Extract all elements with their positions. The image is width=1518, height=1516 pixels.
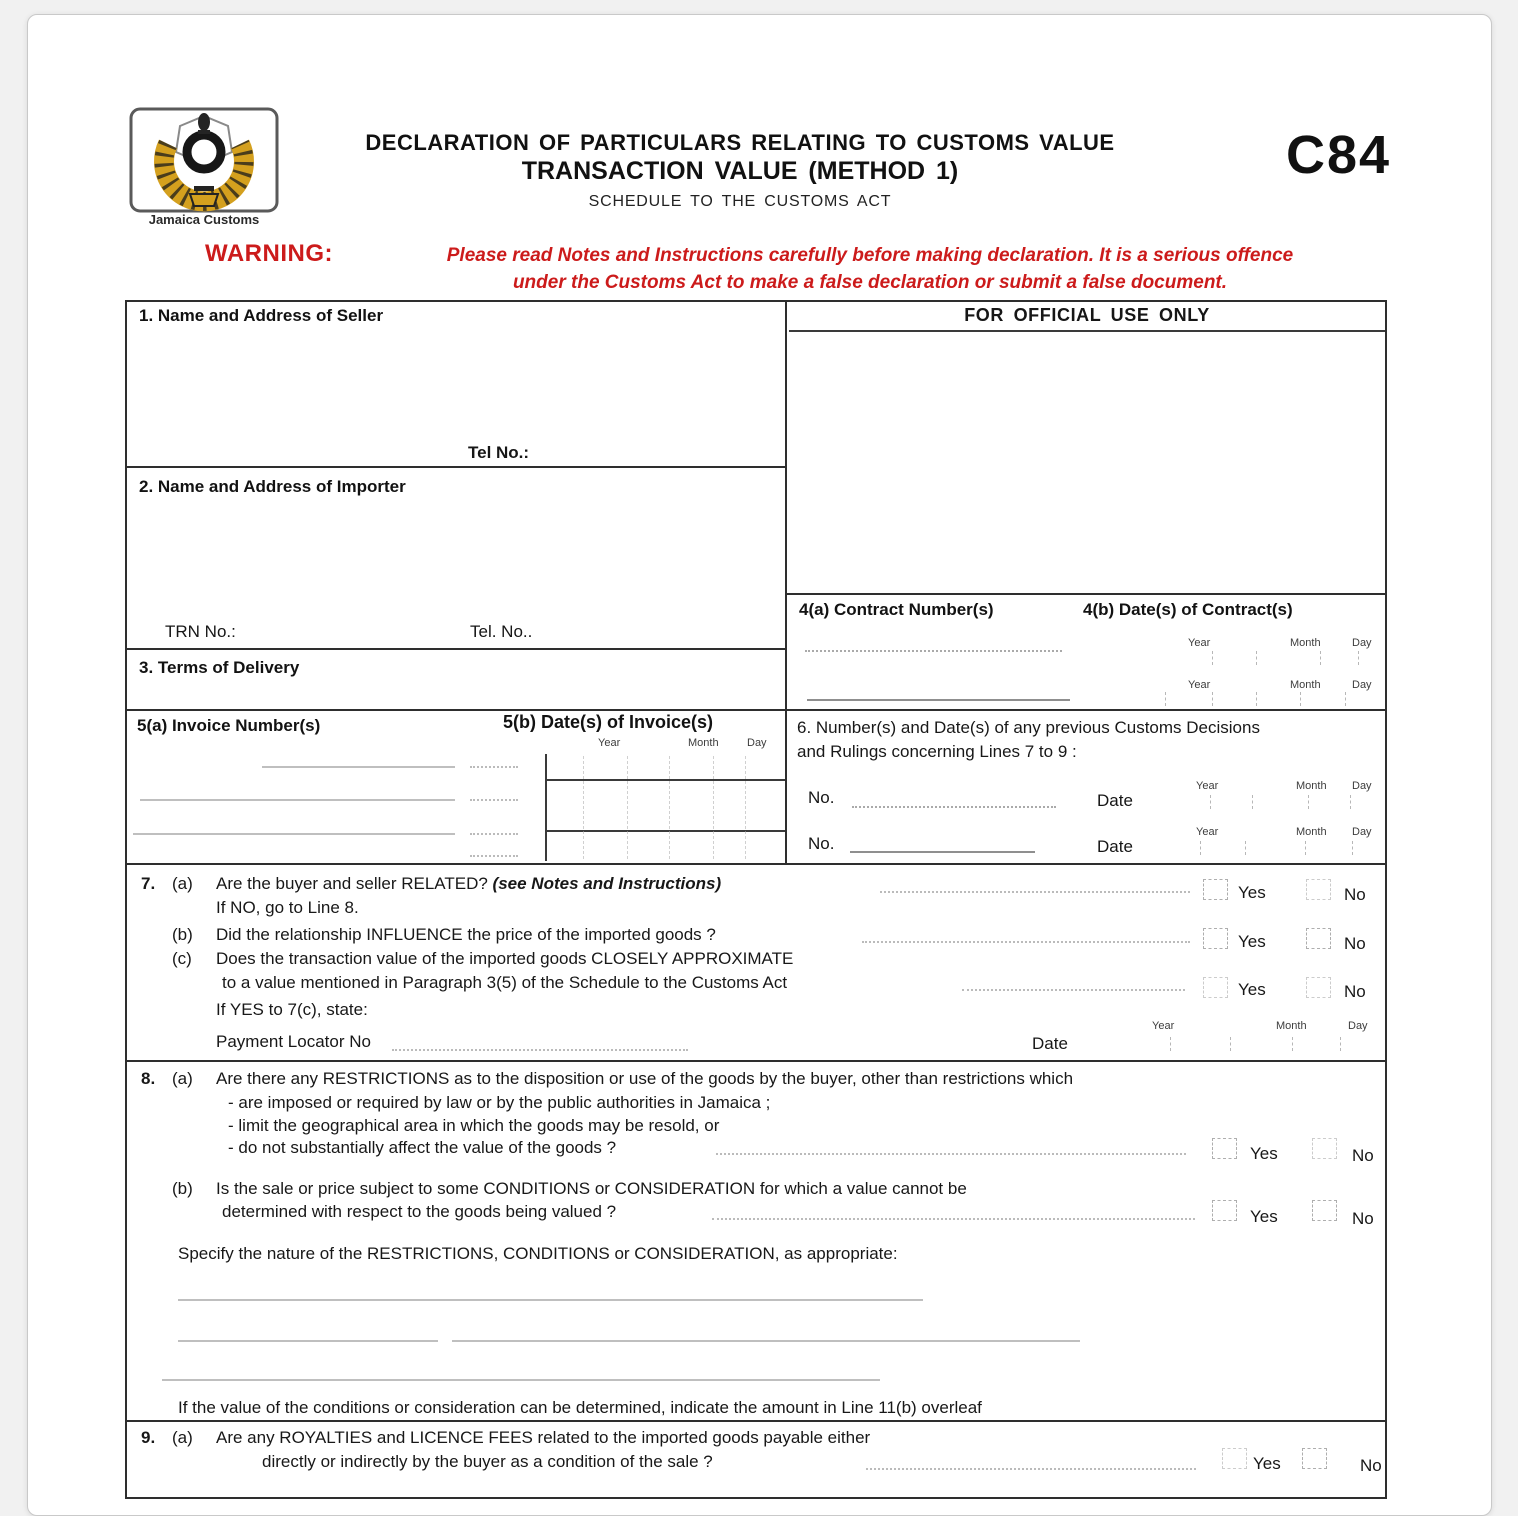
date-tick xyxy=(1305,841,1306,855)
field-7b-question: Did the relationship INFLUENCE the price of the imported goods ? xyxy=(216,925,716,944)
dotted-leader xyxy=(470,855,518,857)
date-column-rule xyxy=(713,756,714,859)
date-column-rule xyxy=(745,756,746,859)
year-label: Year xyxy=(1152,1020,1175,1032)
field-9-number: 9. xyxy=(141,1428,156,1447)
date-tick xyxy=(1210,795,1211,809)
day-label: Day xyxy=(747,737,767,749)
field-8-number: 8. xyxy=(141,1069,156,1088)
date-tick xyxy=(1256,651,1257,665)
date-tick xyxy=(1350,795,1351,809)
month-label: Month xyxy=(1290,637,1321,649)
warning-line2: under the Customs Act to make a false declaration or submit a false document. xyxy=(512,272,1228,293)
yes-checkbox xyxy=(1203,977,1228,998)
write-line xyxy=(178,1340,438,1342)
field-8-specify-label: Specify the nature of the RESTRICTIONS, CONDITIONS or CONSIDERATION, as appropriate: xyxy=(178,1244,898,1263)
date-tick xyxy=(1170,1037,1171,1051)
no-label: No xyxy=(1344,885,1366,904)
decision-date-label: Date xyxy=(1097,837,1133,856)
date-tick xyxy=(1252,795,1253,809)
yes-label: Yes xyxy=(1238,883,1266,902)
year-label: Year xyxy=(1196,826,1219,838)
field-4b-label: 4(b) Date(s) of Contract(s) xyxy=(1083,600,1293,619)
yes-label: Yes xyxy=(1253,1454,1281,1473)
no-label: No xyxy=(1344,934,1366,953)
write-line xyxy=(807,699,1070,701)
yes-checkbox xyxy=(1222,1448,1247,1469)
decision-date-label: Date xyxy=(1097,791,1133,810)
form-title-line1: DECLARATION OF PARTICULARS RELATING TO CUSTOMS VALUE xyxy=(365,130,1115,155)
day-label: Day xyxy=(1348,1020,1368,1032)
date-column-rule xyxy=(627,756,628,859)
field-7c-question-line1: Does the transaction value of the imported goods CLOSELY APPROXIMATE xyxy=(216,949,794,968)
date-tick xyxy=(1308,795,1309,809)
box-official-use xyxy=(787,300,1387,595)
no-checkbox xyxy=(1312,1138,1337,1159)
yes-label: Yes xyxy=(1238,980,1266,999)
field-8a-question: Are there any RESTRICTIONS as to the disposition or use of the goods by the buyer, other than restrictions which xyxy=(216,1069,1074,1088)
yes-label: Yes xyxy=(1238,932,1266,951)
date-tick xyxy=(1230,1037,1231,1051)
date-tick xyxy=(1245,841,1246,855)
dotted-leader xyxy=(470,833,518,835)
no-label: No xyxy=(1344,982,1366,1001)
date-tick xyxy=(1345,692,1346,706)
yes-label: Yes xyxy=(1250,1207,1278,1226)
year-label: Year xyxy=(1196,780,1219,792)
write-line xyxy=(140,799,455,801)
no-label: No xyxy=(1352,1209,1374,1228)
field-8b-tag: (b) xyxy=(172,1179,193,1198)
invoice-date-table-rule xyxy=(545,779,785,781)
field-6-line1: 6. Number(s) and Date(s) of any previous Customs Decisions xyxy=(797,718,1260,737)
no-checkbox xyxy=(1306,879,1331,900)
date-tick xyxy=(1300,692,1301,706)
yes-checkbox xyxy=(1203,928,1228,949)
field-2-tel-label: Tel. No.. xyxy=(470,622,533,641)
field-6-line2: and Rulings concerning Lines 7 to 9 : xyxy=(797,742,1077,761)
date-tick xyxy=(1352,841,1353,855)
invoice-date-table-rule xyxy=(545,754,547,861)
date-column-rule xyxy=(583,756,584,859)
no-label: No xyxy=(1352,1146,1374,1165)
yes-checkbox xyxy=(1212,1200,1237,1221)
form-number: C84 xyxy=(1286,125,1392,185)
dotted-leader xyxy=(962,989,1185,991)
field-1-tel-label: Tel No.: xyxy=(468,443,530,462)
field-5a-label: 5(a) Invoice Number(s) xyxy=(137,716,321,735)
field-7-number: 7. xyxy=(141,874,156,893)
date-column-rule xyxy=(669,756,670,859)
field-8a-tag: (a) xyxy=(172,1069,193,1088)
dotted-leader xyxy=(716,1153,1186,1155)
field-1-label: 1. Name and Address of Seller xyxy=(139,306,384,325)
write-line xyxy=(805,650,1062,652)
field-5b-label: 5(b) Date(s) of Invoice(s) xyxy=(503,712,714,732)
date-tick xyxy=(1212,692,1213,706)
field-7a-question: Are the buyer and seller RELATED? (see Notes and Instructions) xyxy=(216,874,722,893)
field-7c-question-line2: to a value mentioned in Paragraph 3(5) of the Schedule to the Customs Act xyxy=(222,973,788,992)
write-line xyxy=(162,1379,880,1381)
field-2-label: 2. Name and Address of Importer xyxy=(139,477,406,496)
day-label: Day xyxy=(1352,780,1372,792)
year-label: Year xyxy=(598,737,621,749)
date-tick xyxy=(1292,1037,1293,1051)
form-title-line3: SCHEDULE TO THE CUSTOMS ACT xyxy=(588,193,892,210)
jamaica-customs-crest-logo xyxy=(128,106,280,214)
no-label: No xyxy=(1360,1456,1382,1475)
field-3-label: 3. Terms of Delivery xyxy=(139,658,300,677)
field-4a-label: 4(a) Contract Number(s) xyxy=(799,600,994,619)
field-8-footer: If the value of the conditions or consideration can be determined, indicate the amount in Line 11(b) overleaf xyxy=(178,1398,982,1417)
field-9a-question-line1: Are any ROYALTIES and LICENCE FEES related to the imported goods payable either xyxy=(216,1428,871,1447)
field-7c-if-yes: If YES to 7(c), state: xyxy=(216,1000,368,1019)
field-7c-tag: (c) xyxy=(172,949,192,968)
dotted-leader xyxy=(470,766,518,768)
write-line xyxy=(850,851,1035,853)
month-label: Month xyxy=(1296,780,1327,792)
decision-no-label: No. xyxy=(808,788,835,807)
logo-caption: Jamaica Customs xyxy=(148,212,260,227)
dotted-leader xyxy=(880,891,1190,893)
field-9a-tag: (a) xyxy=(172,1428,193,1447)
day-label: Day xyxy=(1352,679,1372,691)
field-7a-note: If NO, go to Line 8. xyxy=(216,898,359,917)
year-label: Year xyxy=(1188,637,1211,649)
write-line xyxy=(262,766,455,768)
yes-checkbox xyxy=(1212,1138,1237,1159)
field-8a-bullet-1: - are imposed or required by law or by the public authorities in Jamaica ; xyxy=(228,1093,771,1112)
dotted-leader xyxy=(866,1468,1196,1470)
date-tick xyxy=(1320,651,1321,665)
date-tick xyxy=(1358,651,1359,665)
decision-no-label: No. xyxy=(808,834,835,853)
official-use-divider xyxy=(789,330,1385,332)
write-line xyxy=(852,806,1056,808)
field-8b-question-line1: Is the sale or price subject to some CONDITIONS or CONSIDERATION for which a value cannot be xyxy=(216,1179,967,1198)
day-label: Day xyxy=(1352,637,1372,649)
write-line xyxy=(133,833,455,835)
date-tick xyxy=(1165,692,1166,706)
payment-locator-label: Payment Locator No xyxy=(216,1032,371,1051)
write-line xyxy=(452,1340,1080,1342)
no-checkbox xyxy=(1306,928,1331,949)
invoice-date-table-rule xyxy=(545,830,785,832)
field-2-trn-label: TRN No.: xyxy=(165,622,236,641)
date-tick xyxy=(1340,1037,1341,1051)
no-checkbox xyxy=(1306,977,1331,998)
yes-label: Yes xyxy=(1250,1144,1278,1163)
no-checkbox xyxy=(1302,1448,1327,1469)
yes-checkbox xyxy=(1203,879,1228,900)
official-use-title: FOR OFFICIAL USE ONLY xyxy=(964,305,1210,325)
year-label: Year xyxy=(1188,679,1211,691)
form-title-line2: TRANSACTION VALUE (METHOD 1) xyxy=(521,157,959,185)
date-tick xyxy=(1256,692,1257,706)
field-8b-question-line2: determined with respect to the goods being valued ? xyxy=(222,1202,617,1221)
date-tick xyxy=(1200,841,1201,855)
day-label: Day xyxy=(1352,826,1372,838)
warning-line1: Please read Notes and Instructions carefully before making declaration. It is a serious offence xyxy=(446,245,1294,266)
field-7b-tag: (b) xyxy=(172,925,193,944)
date-tick xyxy=(1212,651,1213,665)
month-label: Month xyxy=(1296,826,1327,838)
dotted-leader xyxy=(862,941,1190,943)
field-8a-bullet-2: - limit the geographical area in which the goods may be resold, or xyxy=(228,1116,720,1135)
dotted-leader xyxy=(470,799,518,801)
field-7a-tag: (a) xyxy=(172,874,193,893)
warning-label: WARNING: xyxy=(205,240,333,267)
field-9a-question-line2: directly or indirectly by the buyer as a condition of the sale ? xyxy=(262,1452,713,1471)
field-8a-bullet-3: - do not substantially affect the value of the goods ? xyxy=(228,1138,617,1157)
dotted-leader xyxy=(712,1218,1195,1220)
month-label: Month xyxy=(1290,679,1321,691)
month-label: Month xyxy=(1276,1020,1307,1032)
payment-date-label: Date xyxy=(1032,1034,1068,1053)
month-label: Month xyxy=(688,737,719,749)
write-line xyxy=(178,1299,923,1301)
no-checkbox xyxy=(1312,1200,1337,1221)
dotted-leader xyxy=(392,1049,688,1051)
